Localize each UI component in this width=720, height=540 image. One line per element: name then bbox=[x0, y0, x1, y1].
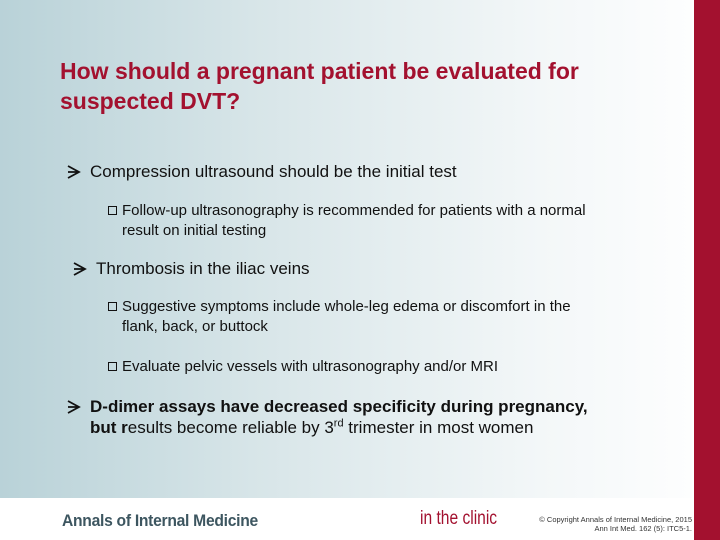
copyright-line-2: Ann Int Med. 162 (5): ITC5-1. bbox=[594, 524, 692, 533]
bullet-3-text bbox=[66, 396, 596, 438]
bullet-2-sub-2-text: Evaluate pelvic vessels with ultrasonography and/or MRI bbox=[122, 358, 499, 375]
checkbox-bullet-icon bbox=[108, 362, 117, 371]
copyright bbox=[512, 515, 692, 533]
right-accent-bar bbox=[694, 0, 720, 540]
bullet-1-sub-1 bbox=[108, 201, 618, 241]
journal-logo: Annals of Internal Medicine bbox=[62, 511, 258, 530]
bullet-3-text-part-b: esults become reliable by 3 bbox=[127, 418, 334, 437]
bullet-2-text: Thrombosis in the iliac veins bbox=[96, 259, 310, 278]
arrow-bullet-icon bbox=[66, 399, 82, 415]
bullet-1-sub-1-text: Follow-up ultrasonography is recommended for patients with a normal result on initial testing bbox=[122, 202, 586, 239]
bullet-3-text-part-c: trimester in most women bbox=[343, 418, 534, 437]
bullet-3-sup: rd bbox=[333, 417, 344, 430]
arrow-bullet-icon bbox=[72, 261, 88, 277]
checkbox-bullet-icon bbox=[108, 206, 117, 215]
bullet-1-text: Compression ultrasound should be the initial test bbox=[90, 162, 457, 181]
in-the-clinic-logo: in the clinic bbox=[420, 508, 498, 529]
copyright-line-1: © Copyright Annals of Internal Medicine, 2015 bbox=[539, 515, 692, 524]
slide-title: How should a pregnant patient be evaluated for suspected DVT? bbox=[60, 58, 579, 114]
bullet-2-sub-1 bbox=[108, 297, 578, 337]
bullet-2-sub-1-text: Suggestive symptoms include whole-leg edema or discomfort in the flank, back, or buttock bbox=[122, 298, 571, 335]
bullet-3-text-part-a: D-dimer assays have decreased specificity during pregnancy, but r bbox=[90, 397, 588, 437]
arrow-bullet-icon bbox=[66, 164, 82, 180]
bullet-3 bbox=[66, 396, 596, 438]
bullet-2-sub-2 bbox=[108, 357, 648, 377]
checkbox-bullet-icon bbox=[108, 302, 117, 311]
